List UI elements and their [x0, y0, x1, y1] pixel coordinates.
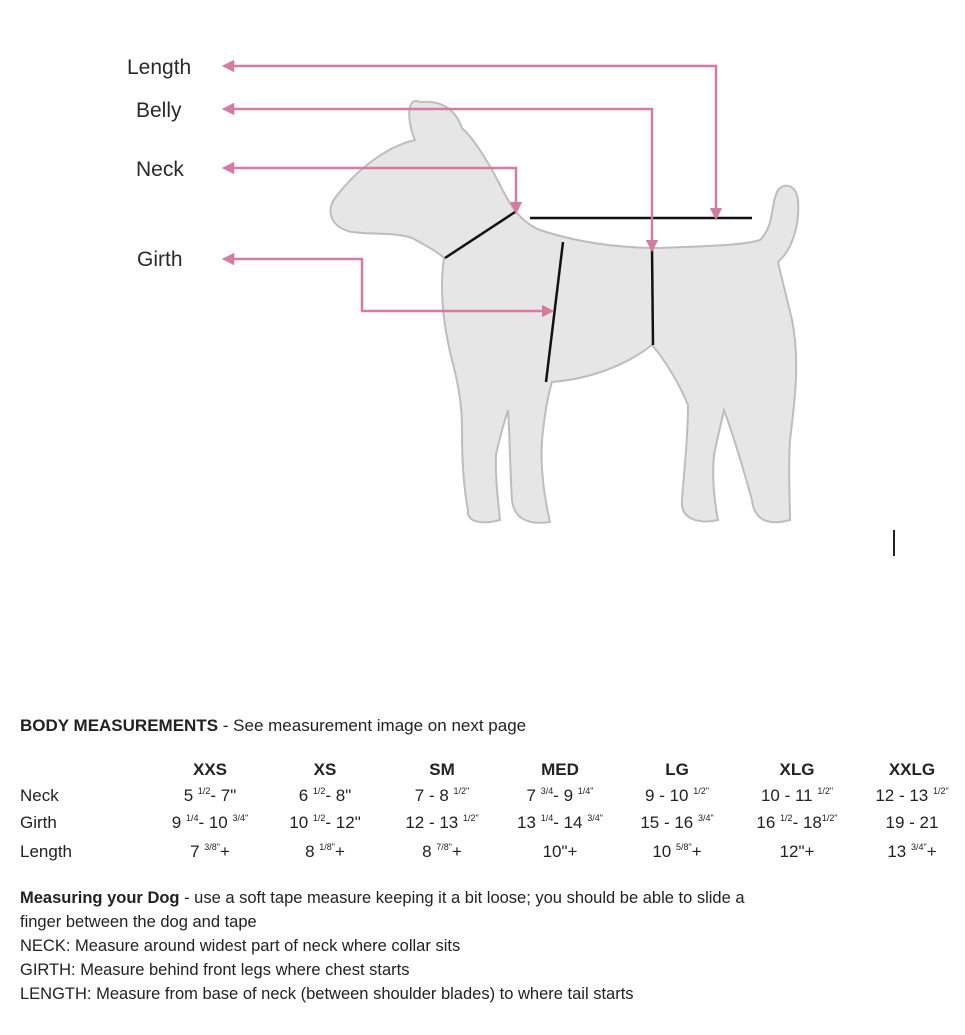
cell-neck-xxs: 5 $^{1/2}$- 7": [183, 786, 237, 805]
length-instruction: LENGTH: Measure from base of neck (between shoulder blades) to where tail starts: [20, 985, 634, 1003]
size-header-lg: LG: [665, 760, 689, 779]
size-header-xlg: XLG: [779, 760, 815, 779]
cell-neck-sm: 7 - 8 $^{1/2"}$: [414, 786, 470, 805]
row-label-neck: Neck: [20, 786, 59, 805]
cell-length-xxs: 7 $^{3/8"}$+: [190, 842, 230, 861]
cell-girth-xlg: 16 $^{1/2}$- $18^{1/2"}$: [756, 813, 838, 832]
intro-line-2: finger between the dog and tape: [20, 913, 257, 931]
cell-neck-lg: 9 - 10 $^{1/2"}$: [645, 786, 709, 805]
cell-length-lg: 10 $^{5/8"}$+: [652, 842, 702, 861]
cell-length-xs: 8 $^{1/8"}$+: [305, 842, 345, 861]
cell-girth-med: 13 $^{1/4}$- 14 $^{3/4"}$: [517, 813, 603, 832]
cell-girth-sm: 12 - 13 $^{1/2"}$: [405, 813, 479, 832]
neck-label: Neck: [136, 158, 184, 181]
cell-neck-xxlg: 12 - 13 $^{1/2"}$: [875, 786, 949, 805]
length-label: Length: [127, 56, 192, 79]
size-header-xxlg: XXLG: [888, 760, 936, 779]
neck-instruction: NECK: Measure around widest part of neck where collar sits: [20, 937, 461, 955]
body-measurements-title: [20, 716, 526, 736]
cell-neck-med: 7 $^{3/4}$- 9 $^{1/4"}$: [526, 786, 594, 805]
row-label-length: Length: [20, 842, 72, 861]
cell-girth-lg: 15 - 16 $^{3/4"}$: [640, 813, 714, 832]
cell-girth-xs: 10 $^{1/2}$- 12": [289, 813, 361, 832]
cell-neck-xs: 6 $^{1/2}$- 8": [298, 786, 352, 805]
title-bold: BODY MEASUREMENTS: [20, 716, 219, 735]
cell-girth-xxs: 9 $^{1/4}$- 10 $^{3/4"}$: [171, 813, 249, 832]
girth-instruction: GIRTH: Measure behind front legs where chest starts: [20, 961, 410, 979]
size-header-xxs: XXS: [192, 760, 228, 779]
size-header-med: MED: [541, 760, 579, 779]
cell-length-sm: 8 $^{7/8"}$+: [422, 842, 462, 861]
cell-neck-xlg: 10 - 11 $^{1/2"}$: [760, 786, 834, 805]
girth-label: Girth: [137, 248, 183, 271]
cell-length-med: 10"+: [542, 842, 578, 861]
row-label-girth: Girth: [20, 813, 57, 832]
measuring-instructions: [20, 886, 940, 1006]
belly-label: Belly: [136, 99, 182, 122]
intro-rest-1: - use a soft tape measure keeping it a bit loose; you should be able to slide a: [179, 889, 745, 907]
cell-length-xlg: 12"+: [779, 842, 815, 861]
title-rest: - See measurement image on next page: [218, 716, 527, 735]
intro-bold: Measuring your Dog: [20, 889, 180, 907]
intro-line-1: [20, 886, 940, 910]
cell-length-xxlg: 13 $^{3/4"}$+: [887, 842, 937, 861]
size-header-sm: SM: [429, 760, 455, 779]
cell-girth-xxlg: 19 - 21: [885, 813, 939, 832]
belly-measure-line: [652, 248, 653, 345]
size-header-xs: XS: [313, 760, 337, 779]
